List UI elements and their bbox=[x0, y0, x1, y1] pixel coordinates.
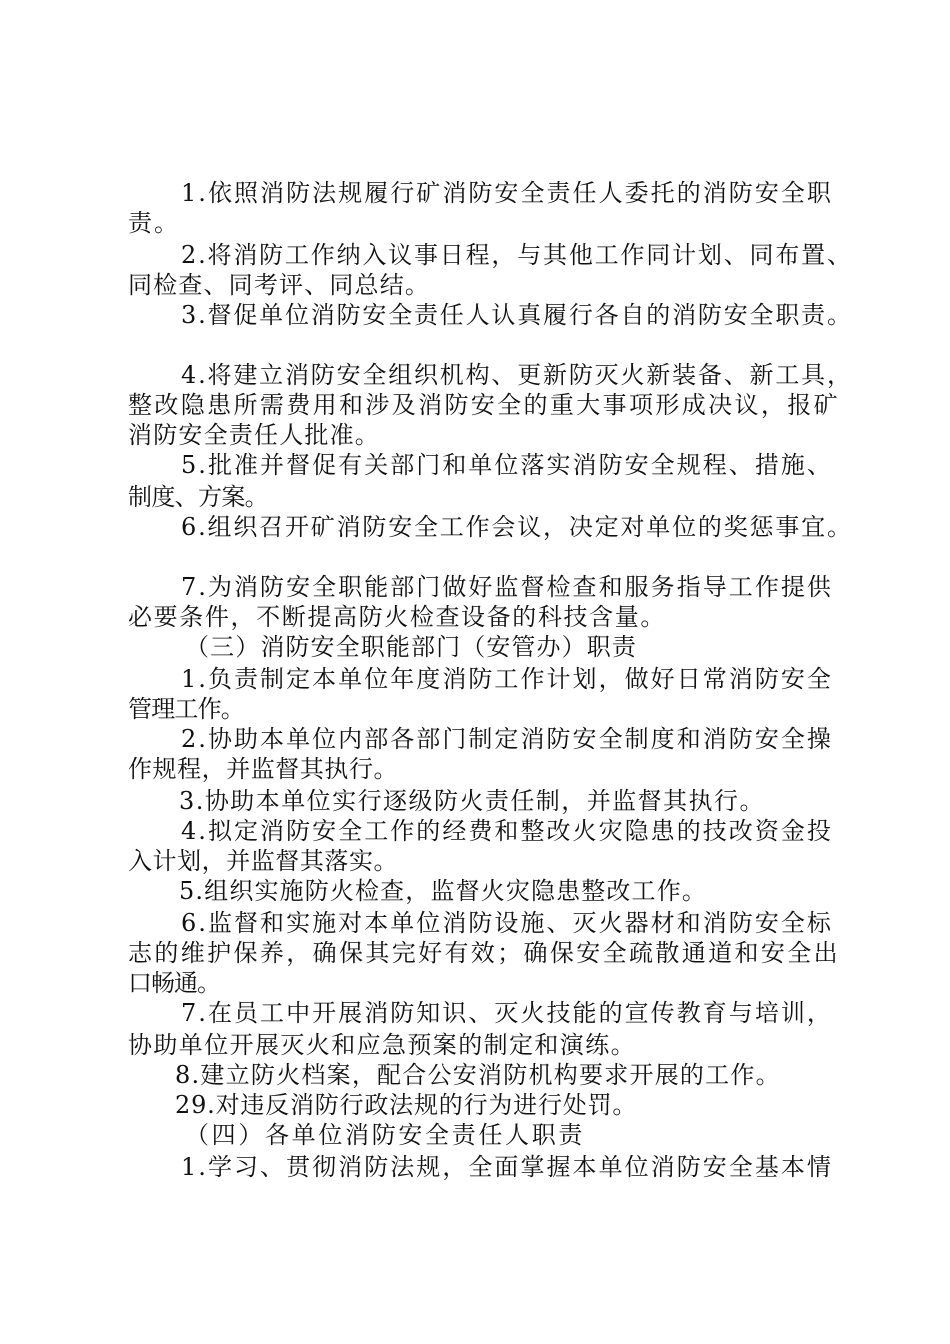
text-line: 协助单位开展灭火和应急预案的制定和演练。 bbox=[128, 1031, 636, 1059]
text-line: 消防安全责任人批准。 bbox=[128, 421, 380, 449]
text-line: 同检查、同考评、同总结。 bbox=[128, 271, 430, 299]
text-line: 4.将建立消防安全组织机构、更新防灭火新装备、新工具， bbox=[181, 361, 853, 389]
text-line: 29.对违反消防行政法规的行为进行处罚。 bbox=[175, 1091, 637, 1119]
text-line: 8.建立防火档案，配合公安消防机构要求开展的工作。 bbox=[175, 1061, 781, 1089]
text-line: 7.为消防安全职能部门做好监督检查和服务指导工作提供 bbox=[181, 573, 833, 601]
text-line: 6.组织召开矿消防安全工作会议，决定对单位的奖惩事宜。 bbox=[181, 513, 853, 541]
text-line: 整改隐患所需费用和涉及消防安全的重大事项形成决议，报矿 bbox=[128, 391, 840, 419]
section-heading: （三）消防安全职能部门（安管办）职责 bbox=[185, 633, 637, 661]
text-line: 2.将消防工作纳入议事日程，与其他工作同计划、同布置、 bbox=[181, 241, 853, 269]
text-line: 1.依照消防法规履行矿消防安全责任人委托的消防安全职 bbox=[181, 179, 833, 207]
text-line: 5.组织实施防火检查，监督火灾隐患整改工作。 bbox=[179, 877, 707, 905]
text-line: 6.监督和实施对本单位消防设施、灭火器材和消防安全标 bbox=[181, 909, 833, 937]
text-line: 2.协助本单位内部各部门制定消防安全制度和消防安全操 bbox=[181, 725, 833, 753]
text-line: 入计划，并监督其落实。 bbox=[128, 847, 398, 875]
text-line: 制度、方案。 bbox=[128, 483, 268, 511]
section-heading: （四）各单位消防安全责任人职责 bbox=[185, 1121, 585, 1149]
text-line: 志的维护保养，确保其完好有效；确保安全疏散通道和安全出 bbox=[128, 939, 840, 967]
text-line: 必要条件，不断提高防火检查设备的科技含量。 bbox=[128, 603, 666, 631]
text-line: 3.督促单位消防安全责任人认真履行各自的消防安全职责。 bbox=[181, 301, 853, 329]
text-line: 口畅通。 bbox=[128, 969, 220, 997]
text-line: 5.批准并督促有关部门和单位落实消防安全规程、措施、 bbox=[181, 451, 833, 479]
text-line: 4.拟定消防安全工作的经费和整改火灾隐患的技改资金投 bbox=[181, 817, 833, 845]
text-line: 作规程，并监督其执行。 bbox=[128, 755, 398, 783]
text-line: 3.协助本单位实行逐级防火责任制，并监督其执行。 bbox=[179, 787, 765, 815]
text-line: 责。 bbox=[128, 209, 180, 237]
text-line: 管理工作。 bbox=[128, 695, 244, 723]
text-line: 1.负责制定本单位年度消防工作计划，做好日常消防安全 bbox=[181, 665, 833, 693]
text-line: 7.在员工中开展消防知识、灭火技能的宣传教育与培训， bbox=[181, 999, 833, 1027]
text-line: 1.学习、贯彻消防法规，全面掌握本单位消防安全基本情 bbox=[181, 1153, 833, 1181]
